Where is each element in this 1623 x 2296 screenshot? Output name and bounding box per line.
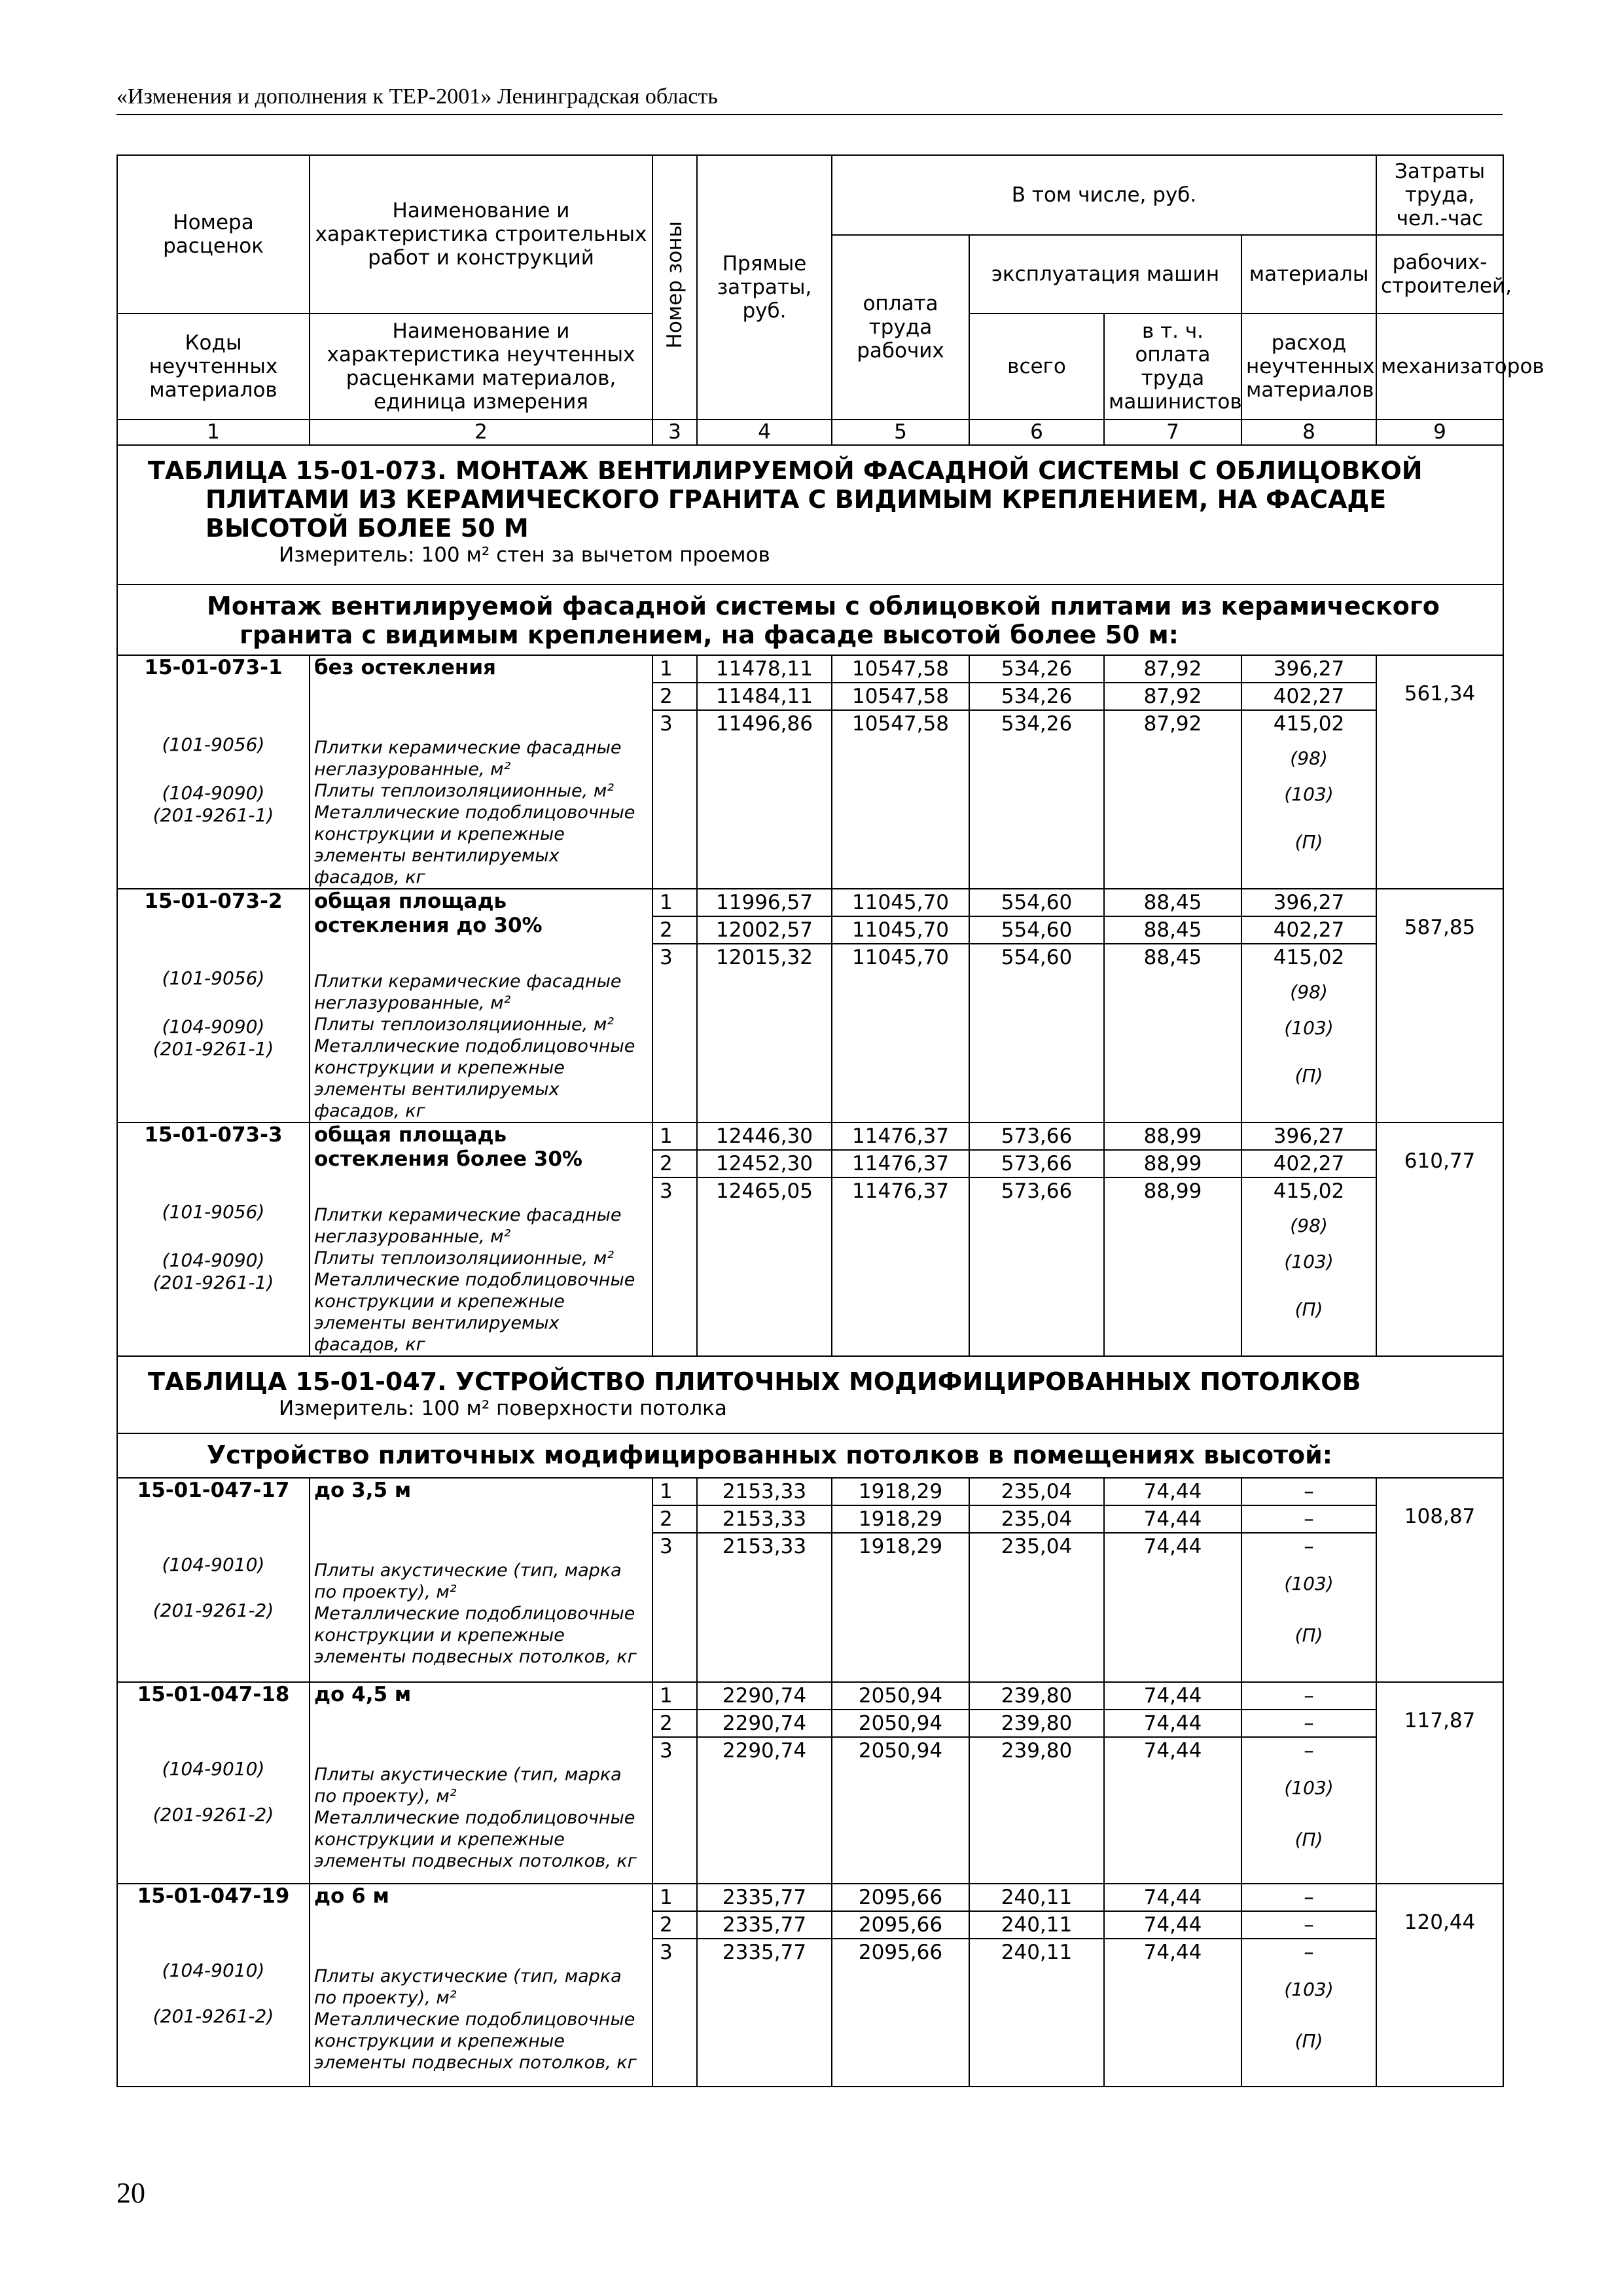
direct-value: 11496,86 bbox=[716, 712, 813, 736]
material-code: (101-9056) bbox=[162, 734, 265, 755]
zone-number: 2 bbox=[653, 1710, 696, 1738]
materials-value: – bbox=[1242, 1884, 1376, 1912]
including-group-header: В том числе, руб. bbox=[832, 155, 1376, 235]
rate-code: 15-01-073-2 bbox=[144, 889, 283, 913]
zone-number: 2 bbox=[653, 1151, 696, 1178]
materials-cell bbox=[1241, 1682, 1376, 1884]
col1-top-header: Номера расценок bbox=[117, 155, 310, 314]
direct-value: 11996,57 bbox=[698, 889, 831, 917]
machines-value: 240,11 bbox=[970, 1912, 1103, 1939]
zone-number: 1 bbox=[653, 1479, 696, 1506]
labor-cell bbox=[1376, 1682, 1503, 1884]
direct-value: 2335,77 bbox=[722, 1941, 807, 1964]
wages-value: 2050,94 bbox=[858, 1739, 943, 1763]
operators-value: 74,44 bbox=[1105, 1912, 1241, 1939]
wages-cell bbox=[832, 1884, 969, 2087]
labor-cell bbox=[1376, 1884, 1503, 2087]
running-header: «Изменения и дополнения к ТЕР-2001» Ленинградская область bbox=[116, 84, 718, 109]
operators-cell bbox=[1104, 1682, 1241, 1884]
rate-name: до 3,5 м bbox=[314, 1479, 412, 1502]
direct-value: 12465,05 bbox=[716, 1179, 813, 1203]
rate-row bbox=[117, 1884, 1503, 2087]
materials-cell bbox=[1241, 889, 1376, 1122]
material-code: (104-9090) bbox=[162, 1016, 265, 1037]
wages-cell bbox=[832, 1682, 969, 1884]
zone-number: 3 bbox=[660, 1941, 673, 1964]
operators-cell bbox=[1104, 1478, 1241, 1682]
machines-value: 235,04 bbox=[1001, 1535, 1073, 1558]
wages-value: 11476,37 bbox=[852, 1179, 949, 1203]
material-code: (104-9010) bbox=[162, 1960, 265, 1981]
wages-value: 2095,66 bbox=[832, 1884, 969, 1912]
zone-cell bbox=[652, 1478, 697, 1682]
labor-cell bbox=[1376, 655, 1503, 889]
rate-name: общая площадь остекления до 30% bbox=[314, 889, 543, 937]
wages-value: 2095,66 bbox=[832, 1912, 969, 1939]
direct-value: 11484,11 bbox=[698, 683, 831, 711]
table-measure: Измеритель: 100 м² поверхности потолка bbox=[279, 1397, 727, 1420]
col2-top-header: Наименование и характеристика строительных работ и конструкций bbox=[310, 155, 652, 314]
material-code: (104-9090) bbox=[162, 1249, 265, 1271]
machines-value: 240,11 bbox=[970, 1884, 1103, 1912]
table-title: ТАБЛИЦА 15-01-047. УСТРОЙСТВО ПЛИТОЧНЫХ МОДИФИЦИРОВАННЫХ ПОТОЛКОВ bbox=[148, 1367, 1361, 1396]
material-name: Металлические подоблицовочные конструкции и крепежные элементы подвесных потолков, кг bbox=[314, 2009, 637, 2073]
direct-value: 2290,74 bbox=[698, 1710, 831, 1738]
zone-number: 1 bbox=[653, 1683, 696, 1710]
column-number: 3 bbox=[652, 420, 697, 445]
wages-value: 11045,70 bbox=[832, 917, 969, 944]
zone-number-label: Номер зоны bbox=[663, 221, 687, 349]
direct-value: 11478,11 bbox=[698, 656, 831, 683]
material-code: (201-9261-1) bbox=[152, 804, 274, 826]
material-name: Плиты акустические (тип, марка по проекту), м² bbox=[314, 1765, 622, 1806]
machines-value: 534,26 bbox=[1001, 712, 1073, 736]
wages-value: 10547,58 bbox=[832, 656, 969, 683]
zone-number: 1 bbox=[653, 1884, 696, 1912]
machines-value: 235,04 bbox=[970, 1479, 1103, 1506]
column-number: 6 bbox=[969, 420, 1104, 445]
material-name: Плитки керамические фасадные неглазурованные, м² bbox=[314, 971, 622, 1013]
column-number: 7 bbox=[1104, 420, 1241, 445]
table-subheading: Монтаж вентилируемой фасадной системы с облицовкой плитами из керамического гранита с видимым креплением, на фасаде высотой более 50 м: bbox=[207, 592, 1440, 649]
material-code: (201-9261-2) bbox=[152, 1600, 274, 1621]
table-title-cell bbox=[117, 1356, 1503, 1433]
operators-value: 74,44 bbox=[1105, 1683, 1241, 1710]
zone-number: 3 bbox=[660, 1179, 673, 1203]
materials-value: 396,27 bbox=[1242, 656, 1376, 683]
machines-value: 554,60 bbox=[970, 917, 1103, 944]
operators-value: 88,99 bbox=[1105, 1123, 1241, 1151]
material-consumption: (103) bbox=[1284, 1979, 1334, 2000]
wages-value: 1918,29 bbox=[832, 1506, 969, 1534]
zone-cell bbox=[652, 889, 697, 1122]
rate-row bbox=[117, 889, 1503, 1122]
operators-value: 74,44 bbox=[1143, 1535, 1202, 1558]
zone-cell bbox=[652, 1122, 697, 1356]
material-name: Плиты акустические (тип, марка по проекту), м² bbox=[314, 1966, 622, 2008]
materials-value: – bbox=[1242, 1710, 1376, 1738]
table-title: ТАБЛИЦА 15-01-073. МОНТАЖ ВЕНТИЛИРУЕМОЙ ФАСАДНОЙ СИСТЕМЫ С ОБЛИЦОВКОЙ ПЛИТАМИ ИЗ КЕРАМИЧЕСКОГО ГРАНИТА С ВИДИМЫМ КРЕПЛЕНИЕМ, НА ФАСАДЕ ВЫСОТОЙ БОЛЕЕ 50 М bbox=[148, 456, 1423, 543]
rate-name-cell bbox=[310, 1884, 652, 2087]
wages-value: 1918,29 bbox=[858, 1535, 943, 1558]
material-consumption: (98) bbox=[1290, 981, 1328, 1003]
labor-cell bbox=[1376, 1122, 1503, 1356]
material-consumption: (103) bbox=[1284, 1251, 1334, 1272]
wages-value: 2050,94 bbox=[832, 1710, 969, 1738]
operators-value: 74,44 bbox=[1143, 1941, 1202, 1964]
rate-code: 15-01-073-1 bbox=[144, 656, 283, 679]
col4-header: Прямые затраты, руб. bbox=[697, 155, 832, 420]
labor-value: 117,87 bbox=[1404, 1709, 1476, 1732]
direct-cell bbox=[697, 1122, 832, 1356]
rate-code: 15-01-073-3 bbox=[144, 1123, 283, 1147]
material-name: Плитки керамические фасадные неглазурованные, м² bbox=[314, 738, 622, 780]
wages-value: 2095,66 bbox=[858, 1941, 943, 1964]
direct-value: 12002,57 bbox=[698, 917, 831, 944]
zone-number: 2 bbox=[653, 1912, 696, 1939]
operators-value: 88,45 bbox=[1143, 946, 1202, 969]
wages-value: 2050,94 bbox=[832, 1683, 969, 1710]
zone-cell bbox=[652, 1682, 697, 1884]
material-consumption: (П) bbox=[1294, 831, 1323, 853]
wages-value: 1918,29 bbox=[832, 1479, 969, 1506]
material-consumption: (103) bbox=[1284, 1017, 1334, 1039]
labor-value: 587,85 bbox=[1404, 916, 1476, 939]
direct-cell bbox=[697, 1682, 832, 1884]
material-code: (104-9090) bbox=[162, 782, 265, 804]
materials-value: – bbox=[1304, 1941, 1314, 1964]
materials-value: – bbox=[1304, 1535, 1314, 1558]
machines-cell bbox=[969, 1682, 1104, 1884]
machines-value: 239,80 bbox=[1001, 1739, 1073, 1763]
zone-cell bbox=[652, 655, 697, 889]
materials-value: 415,02 bbox=[1273, 712, 1345, 736]
zone-number: 1 bbox=[653, 656, 696, 683]
labor-cell bbox=[1376, 889, 1503, 1122]
machines-value: 573,66 bbox=[1001, 1179, 1073, 1203]
operators-value: 88,99 bbox=[1105, 1151, 1241, 1178]
material-name: Плитки керамические фасадные неглазурованные, м² bbox=[314, 1205, 622, 1247]
material-consumption: (98) bbox=[1290, 1215, 1328, 1236]
materials-value: 402,27 bbox=[1242, 917, 1376, 944]
machines-group-header: эксплуатация машин bbox=[969, 235, 1241, 314]
rate-code-cell bbox=[117, 1478, 310, 1682]
rate-row bbox=[117, 655, 1503, 889]
machines-cell bbox=[969, 889, 1104, 1122]
direct-cell bbox=[697, 1478, 832, 1682]
wages-cell bbox=[832, 1122, 969, 1356]
material-consumption: (103) bbox=[1284, 1573, 1334, 1594]
col6-header: всего bbox=[969, 314, 1104, 420]
zone-number: 3 bbox=[660, 712, 673, 736]
material-code: (201-9261-1) bbox=[152, 1038, 274, 1060]
operators-value: 74,44 bbox=[1143, 1739, 1202, 1763]
machines-value: 239,80 bbox=[970, 1683, 1103, 1710]
wages-cell bbox=[832, 1478, 969, 1682]
direct-cell bbox=[697, 1884, 832, 2087]
rate-code: 15-01-047-18 bbox=[137, 1683, 290, 1706]
machines-value: 534,26 bbox=[970, 656, 1103, 683]
material-code: (104-9010) bbox=[162, 1758, 265, 1780]
operators-value: 74,44 bbox=[1105, 1884, 1241, 1912]
labor-cell bbox=[1376, 1478, 1503, 1682]
subheading-cell bbox=[117, 1433, 1503, 1478]
machines-cell bbox=[969, 1122, 1104, 1356]
operators-value: 88,45 bbox=[1105, 917, 1241, 944]
direct-value: 12452,30 bbox=[698, 1151, 831, 1178]
material-name: Металлические подоблицовочные конструкции и крепежные элементы вентилируемых фасадов, кг bbox=[314, 802, 635, 888]
labor-value: 120,44 bbox=[1404, 1910, 1476, 1934]
materials-value: – bbox=[1242, 1506, 1376, 1534]
materials-value: – bbox=[1242, 1683, 1376, 1710]
materials-value: – bbox=[1304, 1739, 1314, 1763]
materials-cell bbox=[1241, 1122, 1376, 1356]
table-title-cell bbox=[117, 445, 1503, 584]
operators-cell bbox=[1104, 889, 1241, 1122]
machines-value: 239,80 bbox=[970, 1710, 1103, 1738]
zone-number: 1 bbox=[653, 889, 696, 917]
materials-value: – bbox=[1242, 1912, 1376, 1939]
operators-value: 87,92 bbox=[1143, 712, 1202, 736]
rate-name: без остекления bbox=[314, 656, 496, 679]
rate-code-cell bbox=[117, 1682, 310, 1884]
materials-cell bbox=[1241, 1478, 1376, 1682]
column-number: 1 bbox=[117, 420, 310, 445]
materials-value: 415,02 bbox=[1273, 946, 1345, 969]
material-name: Плиты акустические (тип, марка по проекту), м² bbox=[314, 1560, 622, 1602]
wages-value: 11045,70 bbox=[832, 889, 969, 917]
materials-value: 402,27 bbox=[1242, 1151, 1376, 1178]
material-code: (101-9056) bbox=[162, 1201, 265, 1223]
rate-name-cell bbox=[310, 1682, 652, 1884]
material-consumption: (П) bbox=[1294, 1065, 1323, 1086]
labor-value: 561,34 bbox=[1404, 682, 1476, 706]
operators-value: 74,44 bbox=[1105, 1506, 1241, 1534]
wages-value: 10547,58 bbox=[832, 683, 969, 711]
operators-cell bbox=[1104, 1884, 1241, 2087]
rate-name-cell bbox=[310, 1122, 652, 1356]
rate-code-cell bbox=[117, 889, 310, 1122]
operators-cell bbox=[1104, 1122, 1241, 1356]
material-consumption: (103) bbox=[1284, 783, 1334, 805]
operators-value: 74,44 bbox=[1105, 1710, 1241, 1738]
rate-code-cell bbox=[117, 1122, 310, 1356]
material-name: Металлические подоблицовочные конструкции и крепежные элементы подвесных потолков, кг bbox=[314, 1604, 637, 1667]
machines-value: 235,04 bbox=[970, 1506, 1103, 1534]
col2-bottom-header: Наименование и характеристика неучтенных расценками материалов, единица измерения bbox=[310, 314, 652, 420]
zone-number: 1 bbox=[653, 1123, 696, 1151]
operators-value: 74,44 bbox=[1105, 1479, 1241, 1506]
rate-name-cell bbox=[310, 889, 652, 1122]
direct-value: 2290,74 bbox=[722, 1739, 807, 1763]
zone-number: 2 bbox=[653, 1506, 696, 1534]
machines-cell bbox=[969, 655, 1104, 889]
table-subheading: Устройство плиточных модифицированных потолков в помещениях высотой: bbox=[207, 1441, 1332, 1469]
header-rule bbox=[116, 114, 1503, 115]
machines-value: 573,66 bbox=[970, 1123, 1103, 1151]
labor-value: 108,87 bbox=[1404, 1505, 1476, 1528]
col1-bottom-header: Коды неучтенных материалов bbox=[117, 314, 310, 420]
materials-value: 396,27 bbox=[1242, 889, 1376, 917]
rate-row bbox=[117, 1478, 1503, 1682]
rate-code-cell bbox=[117, 655, 310, 889]
rate-row bbox=[117, 1682, 1503, 1884]
direct-value: 12015,32 bbox=[716, 946, 813, 969]
rate-row bbox=[117, 1122, 1503, 1356]
rate-name: до 4,5 м bbox=[314, 1683, 412, 1706]
zone-number: 2 bbox=[653, 683, 696, 711]
materials-cell bbox=[1241, 655, 1376, 889]
operators-cell bbox=[1104, 655, 1241, 889]
rate-code-cell bbox=[117, 1884, 310, 2087]
rate-name-cell bbox=[310, 1478, 652, 1682]
direct-value: 2335,77 bbox=[698, 1912, 831, 1939]
wages-value: 11476,37 bbox=[832, 1151, 969, 1178]
wages-value: 11045,70 bbox=[852, 946, 949, 969]
direct-value: 2153,33 bbox=[722, 1535, 807, 1558]
machines-value: 240,11 bbox=[1001, 1941, 1073, 1964]
col7-header: в т. ч. оплата труда машинистов bbox=[1104, 314, 1241, 420]
page-number: 20 bbox=[116, 2177, 145, 2209]
machines-value: 554,60 bbox=[970, 889, 1103, 917]
direct-value: 2153,33 bbox=[698, 1479, 831, 1506]
material-consumption: (П) bbox=[1294, 1299, 1323, 1320]
machines-value: 534,26 bbox=[970, 683, 1103, 711]
labor-value: 610,77 bbox=[1404, 1149, 1476, 1173]
material-name: Металлические подоблицовочные конструкции и крепежные элементы вентилируемых фасадов, кг bbox=[314, 1036, 635, 1121]
zone-number: 2 bbox=[653, 917, 696, 944]
direct-cell bbox=[697, 889, 832, 1122]
column-number: 5 bbox=[832, 420, 969, 445]
col9-mid-header: рабочих-строителей, bbox=[1376, 235, 1503, 314]
rate-name: до 6 м bbox=[314, 1884, 389, 1908]
wages-value: 11476,37 bbox=[832, 1123, 969, 1151]
machines-value: 573,66 bbox=[970, 1151, 1103, 1178]
column-number: 9 bbox=[1376, 420, 1503, 445]
direct-value: 12446,30 bbox=[698, 1123, 831, 1151]
direct-value: 2290,74 bbox=[698, 1683, 831, 1710]
materials-value: 402,27 bbox=[1242, 683, 1376, 711]
wages-cell bbox=[832, 889, 969, 1122]
column-number: 8 bbox=[1241, 420, 1376, 445]
material-name: Металлические подоблицовочные конструкции и крепежные элементы вентилируемых фасадов, кг bbox=[314, 1270, 635, 1355]
material-consumption: (П) bbox=[1294, 2030, 1323, 2052]
rate-name: общая площадь остекления более 30% bbox=[314, 1123, 582, 1171]
materials-value: 415,02 bbox=[1273, 1179, 1345, 1203]
machines-value: 554,60 bbox=[1001, 946, 1073, 969]
zone-number: 3 bbox=[660, 1535, 673, 1558]
col8-top-header: материалы bbox=[1241, 235, 1376, 314]
material-name: Плиты теплоизоляциионные, м² bbox=[314, 1014, 615, 1035]
machines-cell bbox=[969, 1478, 1104, 1682]
rate-code: 15-01-047-17 bbox=[137, 1479, 290, 1502]
operators-value: 87,92 bbox=[1105, 683, 1241, 711]
operators-value: 88,99 bbox=[1143, 1179, 1202, 1203]
price-table bbox=[116, 154, 1544, 2087]
material-consumption: (П) bbox=[1294, 1624, 1323, 1646]
material-code: (201-9261-2) bbox=[152, 1804, 274, 1825]
material-consumption: (103) bbox=[1284, 1777, 1334, 1799]
wages-cell bbox=[832, 655, 969, 889]
rate-code: 15-01-047-19 bbox=[137, 1884, 290, 1908]
materials-cell bbox=[1241, 1884, 1376, 2087]
material-name: Плиты теплоизоляциионные, м² bbox=[314, 1248, 615, 1268]
direct-cell bbox=[697, 655, 832, 889]
direct-value: 2335,77 bbox=[698, 1884, 831, 1912]
column-number: 4 bbox=[697, 420, 832, 445]
rate-name-cell bbox=[310, 655, 652, 889]
material-consumption: (98) bbox=[1290, 747, 1328, 769]
material-code: (101-9056) bbox=[162, 967, 265, 989]
subheading-cell bbox=[117, 584, 1503, 655]
operators-value: 87,92 bbox=[1105, 656, 1241, 683]
col3-header bbox=[652, 155, 697, 420]
col5-header: оплата труда рабочих bbox=[832, 235, 969, 420]
column-number: 2 bbox=[310, 420, 652, 445]
zone-number: 3 bbox=[660, 946, 673, 969]
material-name: Плиты теплоизоляциионные, м² bbox=[314, 781, 615, 801]
material-name: Металлические подоблицовочные конструкции и крепежные элементы подвесных потолков, кг bbox=[314, 1808, 637, 1871]
operators-value: 88,45 bbox=[1105, 889, 1241, 917]
direct-value: 2153,33 bbox=[698, 1506, 831, 1534]
material-code: (201-9261-2) bbox=[152, 2005, 274, 2027]
col9-bottom-header: механизаторов bbox=[1376, 314, 1503, 420]
col9-top-header: Затраты труда, чел.-час bbox=[1376, 155, 1503, 235]
material-consumption: (П) bbox=[1294, 1829, 1323, 1850]
machines-cell bbox=[969, 1884, 1104, 2087]
wages-value: 10547,58 bbox=[852, 712, 949, 736]
zone-cell bbox=[652, 1884, 697, 2087]
material-code: (104-9010) bbox=[162, 1554, 265, 1575]
materials-value: – bbox=[1242, 1479, 1376, 1506]
material-code: (201-9261-1) bbox=[152, 1272, 274, 1293]
materials-value: 396,27 bbox=[1242, 1123, 1376, 1151]
col8-bottom-header: расход неучтенных материалов bbox=[1241, 314, 1376, 420]
table-measure: Измеритель: 100 м² стен за вычетом проемов bbox=[279, 543, 770, 567]
zone-number: 3 bbox=[660, 1739, 673, 1763]
